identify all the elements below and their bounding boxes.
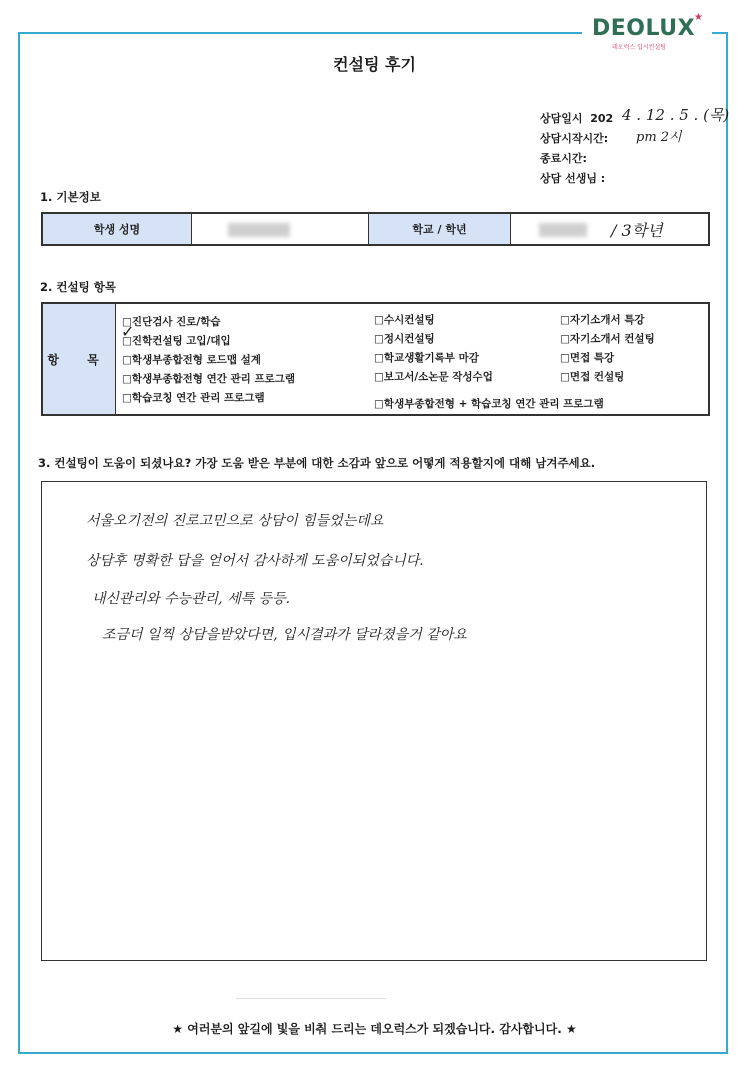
logo-star-icon: ★	[694, 12, 703, 23]
item-report: □보고서/소논문 작성수업	[374, 371, 493, 383]
section2-title: 2. 컨설팅 항목	[40, 280, 116, 294]
section3-question: 3. 컨설팅이 도움이 되셨나요? 가장 도움 받은 부분에 대한 소감과 앞으로 어떻게 적용할지에 대해 남겨주세요.	[38, 456, 596, 470]
school-grade-label: 학교 / 학년	[369, 214, 511, 244]
footer-message: ★ 여러분의 앞길에 빛을 비춰 드리는 데오럭스가 되겠습니다. 감사합니다. ★	[172, 1022, 577, 1036]
items-row-label: 항 목	[43, 304, 116, 414]
redacted-school	[539, 223, 587, 237]
date-handwritten: 4 . 12 . 5 . (목)	[622, 106, 730, 124]
page-title: 컨설팅 후기	[333, 55, 416, 74]
answer-line: 상담후 명확한 답을 얻어서 감사하게 도움이되었습니다.	[86, 553, 424, 569]
answer-line: 내신관리와 수능관리, 세특 등등.	[92, 591, 291, 607]
footer-divider	[236, 998, 386, 999]
student-name-value	[192, 214, 369, 244]
items-list	[116, 304, 708, 414]
answer-line: 조금더 일찍 상담을받았다면, 입시결과가 달라졌을거 같아요	[102, 627, 467, 643]
item-roadmap: □학생부종합전형 로드맵 설계	[122, 354, 261, 366]
date-row	[540, 110, 613, 126]
brand-logo: DEOLUX	[592, 16, 696, 41]
basic-info-table	[41, 212, 710, 246]
item-combined-program: □학생부종합전형 + 학습코칭 연간 관리 프로그램	[374, 398, 604, 410]
redacted-name	[228, 223, 290, 237]
item-susi: □수시컨설팅	[374, 314, 435, 326]
consulting-items-table	[41, 302, 710, 416]
item-diagnostic: □진단검사 진로/학습	[122, 316, 221, 328]
section1-title: 1. 기본정보	[40, 190, 101, 204]
answer-box	[41, 481, 707, 961]
date-label: 상담일시	[540, 112, 583, 125]
answer-line: 서울오기전의 진로고민으로 상담이 힘들었는데요	[86, 513, 384, 529]
item-essay-consulting: □자기소개서 컨설팅	[560, 333, 655, 345]
student-name-label: 학생 성명	[43, 214, 192, 244]
start-label: 상담시작시간:	[540, 132, 609, 145]
school-grade-value	[511, 214, 708, 244]
checkmark: ✓	[121, 322, 135, 341]
grade-handwritten: / 3학년	[611, 221, 663, 240]
start-handwritten: pm 2시	[636, 130, 682, 145]
end-label: 종료시간:	[540, 152, 587, 165]
item-annual-coaching: □학습코칭 연간 관리 프로그램	[122, 392, 265, 404]
date-printed: 202	[590, 112, 614, 125]
item-interview-lecture: □면접 특강	[560, 352, 615, 364]
item-essay-lecture: □자기소개서 특강	[560, 314, 645, 326]
teacher-label: 상담 선생님 :	[540, 172, 606, 185]
item-record-close: □학교생활기록부 마감	[374, 352, 479, 364]
item-annual-record: □학생부종합전형 연간 관리 프로그램	[122, 373, 296, 385]
item-interview-consulting: □면접 컨설팅	[560, 371, 625, 383]
item-jeongsi: □정시컨설팅	[374, 333, 435, 345]
item-admission: □진학컨설팅 고입/대입	[122, 335, 231, 347]
logo-subtitle: 데오럭스 입시컨설팅	[612, 44, 667, 51]
